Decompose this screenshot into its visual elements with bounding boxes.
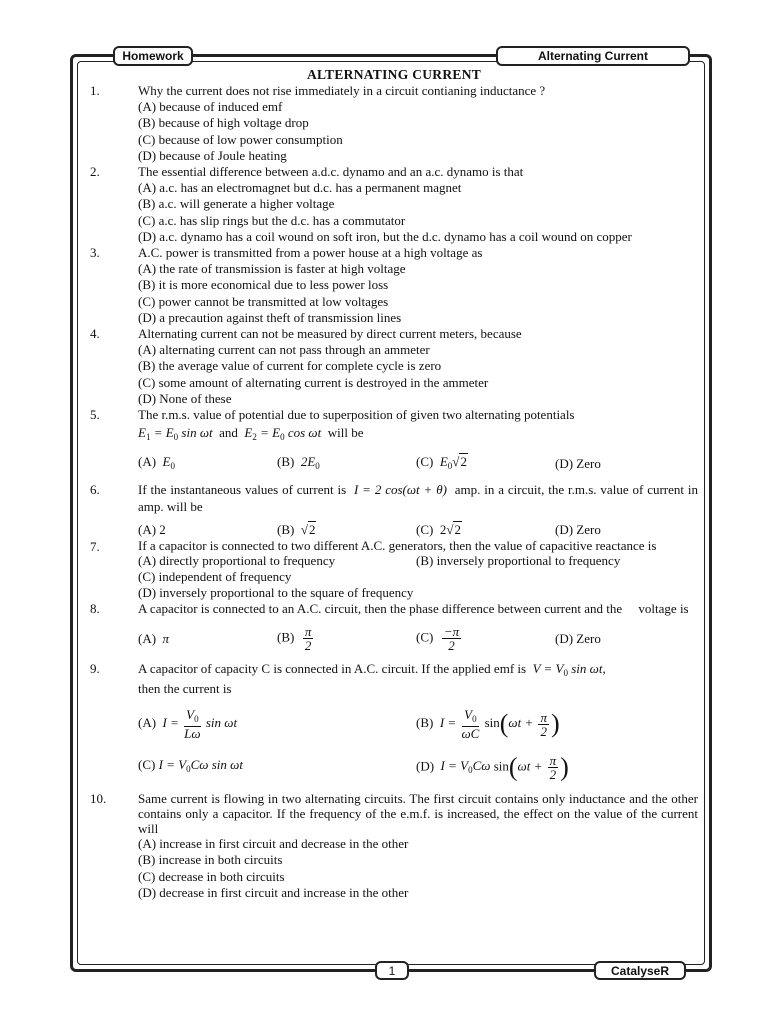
- option-b: (B) a.c. will generate a higher voltage: [138, 196, 335, 212]
- question-6: [90, 482, 698, 538]
- option-a: (A) because of induced emf: [138, 99, 283, 115]
- and-word: and: [219, 425, 238, 441]
- option-d: (D) Zero: [555, 630, 601, 646]
- homework-tag: Homework: [113, 46, 193, 66]
- option-b: (B) increase in both circuits: [138, 852, 283, 868]
- question-number: 4.: [90, 326, 100, 342]
- question-text: The essential difference between a.d.c. dynamo and an a.c. dynamo is that: [138, 164, 524, 180]
- option-b: (B) I = $\frac{V_0}{\omega C}$ sin(ωt + $\frac{\pi}{2}$ ): [416, 707, 560, 742]
- question-7: [90, 539, 698, 602]
- option-a: (A) $E_0$: [138, 454, 175, 472]
- option-c: (C) decrease in both circuits: [138, 868, 285, 884]
- option-a: (A) I = $\frac{V_0}{L\omega}$ sin ωt: [138, 707, 238, 742]
- option-a: (A) directly proportional to frequency: [138, 552, 336, 568]
- question-text: If a capacitor is connected to two different A.C. generators, then the value of capacitive reactance is: [138, 537, 657, 553]
- option-c: (C) because of low power consumption: [138, 131, 343, 147]
- question-text: Why the current does not rise immediately in a circuit contianing inductance ?: [138, 83, 546, 98]
- question-text: A capacitor of capacity C is connected in A.C. circuit. If the applied emf is $V = V_0$ sin ωt,: [138, 660, 606, 678]
- page-number: 1: [375, 961, 409, 980]
- option-a: (A) a.c. has an electromagnet but d.c. has a permanent magnet: [138, 180, 462, 196]
- formula-e1: $E_1 = E_0$ sin ωt: [138, 425, 213, 443]
- question-list: [90, 83, 698, 901]
- option-c: (C) some amount of alternating current is destroyed in the ammeter: [138, 374, 489, 390]
- option-c: (C) $E_0√2$: [416, 454, 467, 472]
- question-text: A.C. power is transmitted from a power house at a high voltage as: [138, 245, 483, 261]
- page-title: ALTERNATING CURRENT: [306, 67, 482, 82]
- question-9: [90, 661, 698, 785]
- option-a: (A) alternating current can not pass through an ammeter: [138, 342, 430, 358]
- option-b: (B) √2: [277, 521, 316, 537]
- question-3: [90, 245, 698, 326]
- option-b: (B) it is more economical due to less power loss: [138, 277, 389, 293]
- option-d: (D) decrease in first circuit and increase in the other: [138, 884, 409, 900]
- question-1: [90, 83, 698, 164]
- option-b: (B) $\frac{\pi}{2}$: [277, 624, 312, 654]
- option-d: (D) a precaution against theft of transmission lines: [138, 309, 402, 325]
- question-text: Same current is flowing in two alternating circuits. The first circuit contains only inductance and the other contains only a capacitor. If the frequency of the e.m.f. is increased, the effect on the value of the current will: [138, 791, 698, 837]
- question-text-line2: then the current is: [138, 680, 232, 696]
- options-row: [138, 521, 698, 539]
- option-d: (D) None of these: [138, 390, 232, 406]
- option-a: (A) increase in first circuit and decrease in the other: [138, 836, 409, 852]
- option-c: (C) independent of frequency: [138, 569, 292, 585]
- question-text: If the instantaneous values of current is I = 2 cos(ωt + θ) amp. in a circuit, the r.m.s. value of current in amp. will be: [138, 482, 699, 514]
- question-number: 6.: [90, 482, 100, 498]
- option-b: (B) $2E_0$: [277, 454, 320, 472]
- question-5: [90, 407, 698, 474]
- question-number: 3.: [90, 245, 100, 261]
- question-number: 10.: [90, 791, 107, 807]
- option-d: (D) Zero: [555, 456, 601, 472]
- question-number: 9.: [90, 660, 100, 676]
- option-c: (C) $I = V_0C\omega$ sin ωt: [138, 756, 243, 774]
- question-text: Alternating current can not be measured by direct current meters, because: [138, 326, 522, 342]
- question-number: 8.: [90, 601, 100, 617]
- options-row: [138, 454, 698, 474]
- option-b: (B) inversely proportional to frequency: [416, 552, 621, 568]
- options-row-2: [138, 749, 698, 785]
- option-a: (A) the rate of transmission is faster at high voltage: [138, 261, 406, 277]
- question-10: [90, 791, 698, 901]
- option-d: (D) because of Joule heating: [138, 147, 287, 163]
- question-number: 1.: [90, 83, 100, 98]
- brand-tag: CatalyseR: [594, 961, 686, 980]
- topic-tag: Alternating Current: [496, 46, 690, 66]
- option-c: (C) 2√2: [416, 521, 461, 537]
- question-number: 2.: [90, 164, 100, 180]
- will-be-text: will be: [327, 425, 364, 441]
- options-row: [138, 703, 698, 745]
- option-d: (D) $I = V_0C\omega$ sin(ωt + $\frac{\pi}{2}$ ): [416, 751, 569, 782]
- question-number: 7.: [90, 538, 100, 554]
- option-d: (D) Zero: [555, 521, 601, 537]
- option-a: (A) 2: [138, 521, 166, 537]
- option-b: (B) because of high voltage drop: [138, 115, 309, 131]
- option-d: (D) inversely proportional to the square of frequency: [138, 585, 414, 601]
- option-c: (C) power cannot be transmitted at low voltages: [138, 293, 389, 309]
- option-c: (C) $\frac{-\pi}{2}$: [416, 624, 460, 654]
- option-a: (A) π: [138, 630, 170, 646]
- question-8: [90, 601, 698, 655]
- option-d: (D) a.c. dynamo has a coil wound on soft iron, but the d.c. dynamo has a coil wound on copper: [138, 228, 632, 244]
- question-text: The r.m.s. value of potential due to superposition of given two alternating potentials: [138, 407, 575, 423]
- question-2: [90, 164, 698, 245]
- formula-current: I = 2 cos(ωt + θ): [350, 482, 451, 498]
- options-row: [138, 622, 698, 656]
- option-b: (B) the average value of current for complete cycle is zero: [138, 358, 442, 374]
- question-number: 5.: [90, 407, 100, 423]
- question-4: [90, 326, 698, 407]
- formula-emf: $V = V_0$ sin ωt: [529, 660, 603, 678]
- options-row: [138, 553, 698, 569]
- question-formula-line: [138, 425, 698, 445]
- option-c: (C) a.c. has slip rings but the d.c. has a commutator: [138, 212, 406, 228]
- question-text: A capacitor is connected to an A.C. circuit, then the phase difference between current and the voltage is: [138, 601, 689, 617]
- formula-e2: $E_2 = E_0$ cos ωt: [244, 425, 322, 443]
